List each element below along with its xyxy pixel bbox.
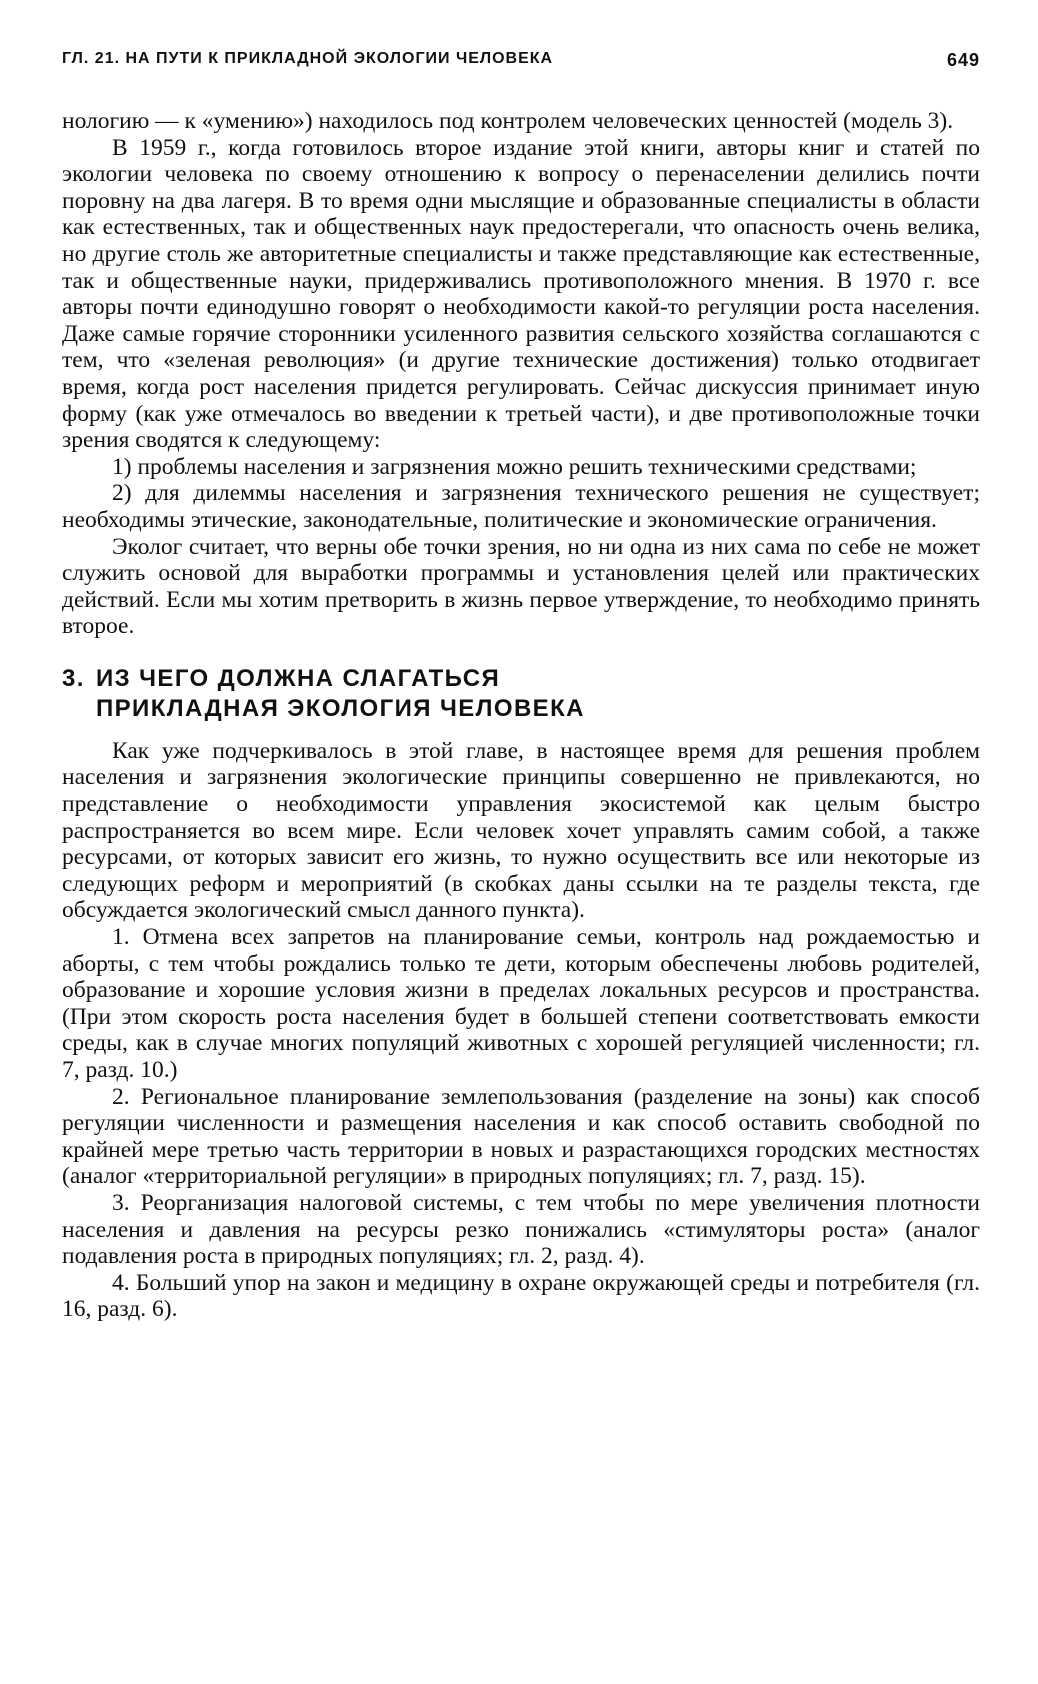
- list-item: 3. Реорганизация налоговой системы, с тем чтобы по мере увеличения плотности населения и давления на ресурсы резко понижались «стимуляторы роста» (аналог подавления роста в природных популяциях; гл. 2, разд. 4).: [62, 1189, 980, 1270]
- running-title: ГЛ. 21. НА ПУТИ К ПРИКЛАДНОЙ ЭКОЛОГИИ ЧЕЛОВЕКА: [62, 50, 554, 67]
- list-item: 2) для дилеммы населения и загрязнения технического решения не существует; необходимы этические, законодательные, политические и экономические ограничения.: [62, 480, 980, 533]
- list-item: 4. Больший упор на закон и медицину в охране окружающей среды и потребителя (гл. 16, разд. 6).: [62, 1269, 980, 1323]
- section-heading: [62, 664, 980, 724]
- section-title-line2: ПРИКЛАДНАЯ ЭКОЛОГИЯ ЧЕЛОВЕКА: [96, 694, 585, 722]
- paragraph: Как уже подчеркивалось в этой главе, в настоящее время для решения проблем населения и загрязнения экологические принципы совершенно не привлекаются, но представление о необходимости управления экосистемой как целым быстро распространяется во всем мире. Если человек хочет управлять самим собой, а также ресурсами, от которых зависит его жизнь, то нужно осуществить все или некоторые из следующих реформ и мероприятий (в скобках даны ссылки на те разделы текста, где обсуждается экологический смысл данного пункта).: [62, 737, 980, 924]
- page-number: 649: [946, 50, 980, 70]
- list-item: 2. Региональное планирование землепользования (разделение на зоны) как способ регуляции численности и размещения населения и как способ оставить свободной по крайней мере третью часть территории в новых и разрастающихся городских местностях (аналог «территориальной регуляции» в природных популяциях; гл. 7, разд. 15).: [62, 1083, 980, 1190]
- section-number: 3.: [62, 664, 85, 692]
- list-item: 1. Отмена всех запретов на планирование семьи, контроль над рождаемостью и аборты, с тем чтобы рождались только те дети, которым обеспечены любовь родителей, образование и хорошие условия жизни в пределах локальных ресурсов и пространства. (При этом скорость роста населения будет в большей степени соответствовать емкости среды, как в случае многих популяций животных с хорошей регуляцией численности; гл. 7, разд. 10.): [62, 924, 980, 1083]
- list-item: 1) проблемы населения и загрязнения можно решить техническими средствами;: [112, 453, 917, 480]
- page-body: [62, 108, 980, 1323]
- section-title-line1: ИЗ ЧЕГО ДОЛЖНА СЛАГАТЬСЯ: [96, 664, 501, 692]
- paragraph: В 1959 г., когда готовилось второе издание этой книги, авторы книг и статей по экологии человека по своему отношению к вопросу о перенаселении делились почти поровну на два лагеря. В то время одни мыслящие и образованные специалисты в области как естественных, так и общественных наук предостерегали, что опасность очень велика, но другие столь же авторитетные специалисты и также представляющие как естественные, так и общественные науки, придерживались противоположного мнения. В 1970 г. все авторы почти единодушно говорят о необходимости какой-то регуляции роста населения. Даже самые горячие сторонники усиленного развития сельского хозяйства соглашаются с тем, что «зеленая революция» (и другие технические достижения) только отодвигает время, когда рост населения придется регулировать. Сейчас дискуссия принимает иную форму (как уже отмечалось во введении к третьей части), и две противоположные точки зрения сводятся к следующему:: [62, 134, 980, 454]
- running-head: [62, 50, 980, 68]
- paragraph: нологию — к «умению») находилось под контролем человеческих ценностей (модель 3).: [62, 108, 954, 134]
- paragraph: Эколог считает, что верны обе точки зрения, но ни одна из них сама по себе не может служить основой для выработки программы и установления целей или практических действий. Если мы хотим претворить в жизнь первое утверждение, то необходимо принять второе.: [62, 533, 980, 640]
